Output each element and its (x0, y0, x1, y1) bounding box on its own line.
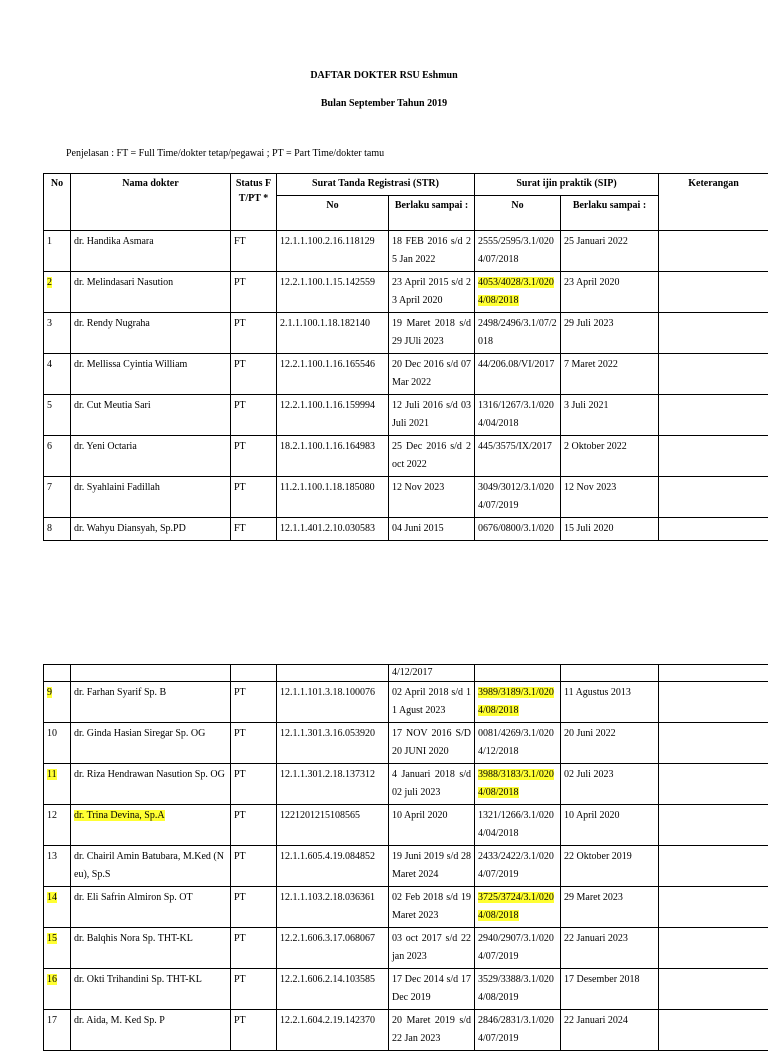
cell-status-text: PT (234, 974, 246, 985)
cell-no-text: 13 (47, 851, 57, 862)
cell-no-text: 14 (47, 892, 57, 903)
cell-sip-berlaku-text: 2 Oktober 2022 (564, 441, 627, 452)
cell-sip-no (475, 477, 561, 518)
table-row (44, 518, 768, 541)
cell-sip-berlaku-text: 02 Juli 2023 (564, 769, 613, 780)
cell-sip-berlaku (561, 969, 659, 1010)
cell-sip-berlaku-text: 29 Juli 2023 (564, 318, 613, 329)
cell-status-text: PT (234, 359, 246, 370)
cell-keterangan (659, 1010, 768, 1051)
cell-str-no-text: 1221201215108565 (280, 810, 360, 821)
cell-sip-berlaku (561, 846, 659, 887)
cell-keterangan (659, 354, 768, 395)
cell-nama-text: dr. Riza Hendrawan Nasution Sp. OG (74, 769, 225, 780)
cell-sip-berlaku (561, 805, 659, 846)
cell-str-berlaku (389, 354, 475, 395)
cell-status-text: PT (234, 441, 246, 452)
cell-str-berlaku (389, 272, 475, 313)
cell-sip-berlaku-text: 20 Juni 2022 (564, 728, 616, 739)
cell-nama-text: dr. Wahyu Diansyah, Sp.PD (74, 523, 186, 534)
doctor-table-page1 (43, 173, 768, 541)
cell-no-text: 11 (47, 769, 57, 780)
cell-keterangan (659, 805, 768, 846)
cell-keterangan (659, 764, 768, 805)
cell-no (44, 764, 71, 805)
cell-no (44, 518, 71, 541)
cell-no (44, 436, 71, 477)
cell-keterangan (659, 313, 768, 354)
cell-sip-no (475, 231, 561, 272)
cell-str-no-text: 12.1.1.103.2.18.036361 (280, 892, 375, 903)
cell-status (231, 682, 277, 723)
cell-sip-berlaku-text: 29 Maret 2023 (564, 892, 623, 903)
cell-nama-text: dr. Farhan Syarif Sp. B (74, 687, 166, 698)
cell-str-no-text: 12.2.1.606.2.14.103585 (280, 974, 375, 985)
cell-str-berlaku-text: 02 Feb 2018 s/d 19 Maret 2023 (392, 892, 471, 921)
cell-sip-no-text: 1321/1266/3.1/020 4/04/2018 (478, 810, 554, 839)
cell-status-text: PT (234, 277, 246, 288)
cell-nama (71, 313, 231, 354)
cell-no (44, 846, 71, 887)
header-nama: Nama dokter (71, 174, 231, 231)
cell-no (44, 313, 71, 354)
cell-str-no (277, 723, 389, 764)
cell-str-berlaku (389, 477, 475, 518)
header-sip-no: No (475, 196, 561, 231)
cell-nama-text: dr. Handika Asmara (74, 236, 154, 247)
cell-sip-berlaku-text: 22 Januari 2023 (564, 933, 628, 944)
cell-sip-no (475, 272, 561, 313)
cell-str-no (277, 477, 389, 518)
header-status: Status FT/PT * (231, 174, 277, 231)
cell-nama-text: dr. Balqhis Nora Sp. THT-KL (74, 933, 193, 944)
cell-str-berlaku-text: 12 Nov 2023 (392, 482, 444, 493)
cell-nama (71, 969, 231, 1010)
cell-str-no (277, 272, 389, 313)
table-row (44, 354, 768, 395)
cell-status-text: PT (234, 687, 246, 698)
cell-str-berlaku-text: 17 Dec 2014 s/d 17 Dec 2019 (392, 974, 471, 1003)
cell-sip-no-text: 2498/2496/3.1/07/2 018 (478, 318, 557, 347)
cell-sip-berlaku (561, 764, 659, 805)
cell-nama (71, 887, 231, 928)
cell-empty (71, 665, 231, 682)
cell-str-berlaku-text: 03 oct 2017 s/d 22 jan 2023 (392, 933, 471, 962)
cell-status-text: PT (234, 482, 246, 493)
cell-status-text: PT (234, 318, 246, 329)
cell-str-no (277, 969, 389, 1010)
cell-str-no (277, 1010, 389, 1051)
cell-sip-berlaku (561, 231, 659, 272)
table-row (44, 764, 768, 805)
cell-sip-berlaku-text: 23 April 2020 (564, 277, 620, 288)
cell-sip-no (475, 354, 561, 395)
cell-sip-no (475, 887, 561, 928)
cell-sip-no (475, 518, 561, 541)
cell-nama-text: dr. Aida, M. Ked Sp. P (74, 1015, 165, 1026)
cell-str-berlaku-text: 18 FEB 2016 s/d 25 Jan 2022 (392, 236, 471, 265)
cell-no-text: 6 (47, 441, 52, 452)
document-subtitle: Bulan September Tahun 2019 (0, 98, 768, 109)
cell-str-berlaku (389, 805, 475, 846)
cell-str-no-text: 12.1.1.100.2.16.118129 (280, 236, 375, 247)
cell-sip-berlaku (561, 887, 659, 928)
table-row (44, 969, 768, 1010)
cell-nama-text: dr. Ginda Hasian Siregar Sp. OG (74, 728, 205, 739)
cell-str-berlaku (389, 846, 475, 887)
cell-nama (71, 1010, 231, 1051)
cell-no-text: 5 (47, 400, 52, 411)
cell-sip-no (475, 928, 561, 969)
cell-no (44, 887, 71, 928)
cell-str-no-text: 12.2.1.604.2.19.142370 (280, 1015, 375, 1026)
table-row (44, 846, 768, 887)
cell-sip-berlaku-text: 12 Nov 2023 (564, 482, 616, 493)
cell-sip-no-text: 2940/2907/3.1/020 4/07/2019 (478, 933, 554, 962)
explanation-note: Penjelasan : FT = Full Time/dokter tetap/pegawai ; PT = Part Time/dokter tamu (66, 148, 384, 159)
cell-no (44, 231, 71, 272)
cell-no-text: 10 (47, 728, 57, 739)
cell-sip-no-text: 2433/2422/3.1/020 4/07/2019 (478, 851, 554, 880)
cell-nama-text: dr. Rendy Nugraha (74, 318, 150, 329)
cell-no-text: 4 (47, 359, 52, 370)
cell-sip-no (475, 764, 561, 805)
cell-str-no (277, 928, 389, 969)
cell-str-berlaku-text: 20 Dec 2016 s/d 07 Mar 2022 (392, 359, 471, 388)
cell-status (231, 805, 277, 846)
cell-sip-no-text: 445/3575/IX/2017 (478, 441, 552, 452)
cell-str-berlaku-text: 25 Dec 2016 s/d 2 oct 2022 (392, 441, 471, 470)
cell-status-text: PT (234, 933, 246, 944)
cell-sip-no (475, 682, 561, 723)
cell-str-berlaku (389, 723, 475, 764)
cell-status (231, 477, 277, 518)
cell-str-no-text: 12.1.1.301.3.16.053920 (280, 728, 375, 739)
cell-str-berlaku-text: 20 Maret 2019 s/d 22 Jan 2023 (392, 1015, 471, 1044)
cell-sip-berlaku-text: 3 Juli 2021 (564, 400, 608, 411)
cell-keterangan (659, 518, 768, 541)
cell-nama (71, 805, 231, 846)
cell-sip-no-text: 0081/4269/3.1/020 4/12/2018 (478, 728, 554, 757)
cell-str-berlaku-text: 19 Maret 2018 s/d 29 JUli 2023 (392, 318, 471, 347)
cell-no (44, 477, 71, 518)
cell-str-berlaku-text: 4 Januari 2018 s/d 02 juli 2023 (392, 769, 471, 798)
cell-sip-berlaku-text: 7 Maret 2022 (564, 359, 618, 370)
cell-str-berlaku-text: 19 Juni 2019 s/d 28 Maret 2024 (392, 851, 471, 880)
cell-nama-text: dr. Mellissa Cyintia William (74, 359, 187, 370)
cell-str-berlaku-text: 23 April 2015 s/d 23 April 2020 (392, 277, 471, 306)
cell-str-berlaku (389, 395, 475, 436)
cell-str-no (277, 354, 389, 395)
cell-no (44, 1010, 71, 1051)
cell-keterangan (659, 723, 768, 764)
cell-sip-no-text: 3989/3189/3.1/020 4/08/2018 (478, 687, 554, 716)
cell-str-berlaku (389, 887, 475, 928)
cell-status (231, 354, 277, 395)
cell-str-no (277, 805, 389, 846)
cell-sip-no-text: 4053/4028/3.1/020 4/08/2018 (478, 277, 554, 306)
cell-sip-berlaku (561, 518, 659, 541)
cell-str-no-text: 12.1.1.301.2.18.137312 (280, 769, 375, 780)
table-row (44, 1010, 768, 1051)
cell-nama-text: dr. Trina Devina, Sp.A (74, 810, 165, 821)
cell-str-berlaku (389, 436, 475, 477)
cell-continued-sip: 4/12/2017 (389, 665, 475, 682)
table-row (44, 395, 768, 436)
cell-no (44, 928, 71, 969)
cell-nama-text: dr. Melindasari Nasution (74, 277, 173, 288)
cell-sip-berlaku (561, 436, 659, 477)
cell-str-berlaku (389, 928, 475, 969)
cell-no (44, 395, 71, 436)
cell-sip-berlaku (561, 682, 659, 723)
cell-no-text: 12 (47, 810, 57, 821)
cell-empty (277, 665, 389, 682)
cell-keterangan (659, 272, 768, 313)
header-sip-berlaku: Berlaku sampai : (561, 196, 659, 231)
cell-sip-berlaku (561, 272, 659, 313)
cell-nama-text: dr. Cut Meutia Sari (74, 400, 151, 411)
cell-sip-no-text: 3529/3388/3.1/020 4/08/2019 (478, 974, 554, 1003)
header-sip: Surat ijin praktik (SIP) (475, 174, 659, 196)
cell-str-berlaku (389, 518, 475, 541)
cell-str-no (277, 395, 389, 436)
cell-sip-berlaku (561, 928, 659, 969)
cell-sip-no (475, 846, 561, 887)
cell-sip-berlaku-text: 17 Desember 2018 (564, 974, 640, 985)
cell-sip-berlaku (561, 313, 659, 354)
cell-status (231, 231, 277, 272)
cell-status-text: FT (234, 523, 246, 534)
cell-sip-berlaku (561, 477, 659, 518)
cell-sip-no (475, 805, 561, 846)
cell-no-text: 2 (47, 277, 52, 288)
table-row (44, 313, 768, 354)
cell-str-no-text: 11.2.1.100.1.18.185080 (280, 482, 375, 493)
cell-nama-text: dr. Chairil Amin Batubara, M.Ked (Neu), Sp.S (74, 851, 224, 880)
cell-sip-no (475, 1010, 561, 1051)
cell-str-berlaku (389, 313, 475, 354)
cell-sip-no (475, 436, 561, 477)
cell-str-no-text: 12.2.1.100.1.16.165546 (280, 359, 375, 370)
cell-keterangan (659, 928, 768, 969)
cell-status-text: PT (234, 892, 246, 903)
cell-status-text: FT (234, 236, 246, 247)
cell-str-no (277, 518, 389, 541)
cell-str-berlaku (389, 1010, 475, 1051)
cell-sip-berlaku-text: 10 April 2020 (564, 810, 620, 821)
cell-no-text: 3 (47, 318, 52, 329)
cell-sip-no (475, 723, 561, 764)
cell-sip-no-text: 2555/2595/3.1/020 4/07/2018 (478, 236, 554, 265)
cell-no-text: 16 (47, 974, 57, 985)
cell-str-berlaku-text: 02 April 2018 s/d 11 Agust 2023 (392, 687, 471, 716)
cell-no-text: 1 (47, 236, 52, 247)
cell-status (231, 395, 277, 436)
cell-str-no-text: 12.2.1.100.1.15.142559 (280, 277, 375, 288)
table-row (44, 805, 768, 846)
table-row (44, 272, 768, 313)
cell-str-berlaku (389, 682, 475, 723)
cell-nama (71, 436, 231, 477)
cell-str-berlaku (389, 231, 475, 272)
cell-str-no-text: 12.1.1.605.4.19.084852 (280, 851, 375, 862)
cell-nama (71, 395, 231, 436)
cell-sip-berlaku-text: 22 Oktober 2019 (564, 851, 632, 862)
header-str-no: No (277, 196, 389, 231)
cell-sip-berlaku-text: 25 Januari 2022 (564, 236, 628, 247)
cell-no (44, 682, 71, 723)
cell-status (231, 436, 277, 477)
cell-status (231, 764, 277, 805)
header-str: Surat Tanda Registrasi (STR) (277, 174, 475, 196)
cell-str-no (277, 682, 389, 723)
cell-sip-berlaku (561, 354, 659, 395)
cell-str-berlaku-text: 17 NOV 2016 S/D 20 JUNI 2020 (392, 728, 471, 757)
cell-status-text: PT (234, 400, 246, 411)
table-row-continued (44, 665, 768, 682)
table-row (44, 231, 768, 272)
cell-sip-no (475, 395, 561, 436)
document-title: DAFTAR DOKTER RSU Eshmun (0, 70, 768, 81)
cell-nama (71, 682, 231, 723)
cell-str-no-text: 12.1.1.401.2.10.030583 (280, 523, 375, 534)
cell-no-text: 9 (47, 687, 52, 698)
cell-sip-berlaku-text: 22 Januari 2024 (564, 1015, 628, 1026)
cell-status (231, 518, 277, 541)
cell-keterangan (659, 846, 768, 887)
cell-nama (71, 231, 231, 272)
cell-str-no (277, 231, 389, 272)
cell-empty (44, 665, 71, 682)
cell-nama (71, 928, 231, 969)
table-row (44, 723, 768, 764)
cell-str-berlaku-text: 04 Juni 2015 (392, 523, 444, 534)
cell-sip-no (475, 313, 561, 354)
cell-str-no-text: 2.1.1.100.1.18.182140 (280, 318, 370, 329)
cell-str-no (277, 764, 389, 805)
cell-keterangan (659, 682, 768, 723)
cell-status (231, 887, 277, 928)
table-row (44, 887, 768, 928)
cell-sip-no-text: 0676/0800/3.1/020 (478, 523, 554, 534)
cell-no-text: 17 (47, 1015, 57, 1026)
cell-nama (71, 846, 231, 887)
cell-nama (71, 354, 231, 395)
cell-no (44, 354, 71, 395)
header-str-berlaku: Berlaku sampai : (389, 196, 475, 231)
cell-no-text: 7 (47, 482, 52, 493)
cell-sip-no-text: 44/206.08/VI/2017 (478, 359, 554, 370)
cell-nama (71, 272, 231, 313)
cell-status-text: PT (234, 728, 246, 739)
cell-status-text: PT (234, 810, 246, 821)
table-row (44, 928, 768, 969)
cell-empty (475, 665, 561, 682)
cell-keterangan (659, 887, 768, 928)
cell-str-no-text: 12.2.1.100.1.16.159994 (280, 400, 375, 411)
cell-no-text: 8 (47, 523, 52, 534)
header-keterangan: Keterangan (659, 174, 768, 231)
cell-no (44, 723, 71, 764)
cell-nama-text: dr. Syahlaini Fadillah (74, 482, 160, 493)
cell-status (231, 969, 277, 1010)
cell-no-text: 15 (47, 933, 57, 944)
cell-str-berlaku (389, 764, 475, 805)
cell-status-text: PT (234, 769, 246, 780)
cell-nama (71, 764, 231, 805)
cell-sip-berlaku-text: 15 Juli 2020 (564, 523, 613, 534)
cell-no (44, 969, 71, 1010)
cell-status (231, 928, 277, 969)
cell-str-no-text: 12.1.1.101.3.18.100076 (280, 687, 375, 698)
cell-keterangan (659, 395, 768, 436)
cell-keterangan (659, 969, 768, 1010)
table-row (44, 477, 768, 518)
cell-status (231, 313, 277, 354)
cell-sip-no (475, 969, 561, 1010)
cell-sip-no-text: 3725/3724/3.1/020 4/08/2018 (478, 892, 554, 921)
cell-str-no-text: 18.2.1.100.1.16.164983 (280, 441, 375, 452)
cell-sip-berlaku-text: 11 Agustus 2013 (564, 687, 631, 698)
cell-nama (71, 477, 231, 518)
cell-str-no (277, 313, 389, 354)
table-row (44, 682, 768, 723)
cell-nama-text: dr. Yeni Octaria (74, 441, 137, 452)
cell-empty (561, 665, 659, 682)
doctor-table-page2 (43, 664, 768, 1051)
cell-str-no (277, 436, 389, 477)
cell-str-berlaku-text: 12 Juli 2016 s/d 03 Juli 2021 (392, 400, 471, 429)
cell-status-text: PT (234, 851, 246, 862)
cell-str-no-text: 12.2.1.606.3.17.068067 (280, 933, 375, 944)
cell-no (44, 805, 71, 846)
cell-empty (231, 665, 277, 682)
cell-sip-berlaku (561, 723, 659, 764)
cell-sip-berlaku (561, 1010, 659, 1051)
cell-str-no (277, 846, 389, 887)
cell-status (231, 846, 277, 887)
cell-str-berlaku-text: 10 April 2020 (392, 810, 448, 821)
table-row (44, 436, 768, 477)
cell-keterangan (659, 231, 768, 272)
cell-sip-no-text: 1316/1267/3.1/020 4/04/2018 (478, 400, 554, 429)
cell-empty (659, 665, 768, 682)
cell-sip-no-text: 3988/3183/3.1/020 4/08/2018 (478, 769, 554, 798)
cell-nama (71, 723, 231, 764)
cell-status (231, 272, 277, 313)
header-no: No (44, 174, 71, 231)
cell-str-berlaku (389, 969, 475, 1010)
cell-keterangan (659, 477, 768, 518)
cell-sip-berlaku (561, 395, 659, 436)
cell-nama (71, 518, 231, 541)
cell-status (231, 723, 277, 764)
cell-nama-text: dr. Okti Trihandini Sp. THT-KL (74, 974, 202, 985)
cell-sip-no-text: 2846/2831/3.1/020 4/07/2019 (478, 1015, 554, 1044)
cell-status-text: PT (234, 1015, 246, 1026)
cell-nama-text: dr. Eli Safrin Almiron Sp. OT (74, 892, 193, 903)
cell-keterangan (659, 436, 768, 477)
cell-sip-no-text: 3049/3012/3.1/020 4/07/2019 (478, 482, 554, 511)
cell-no (44, 272, 71, 313)
cell-status (231, 1010, 277, 1051)
cell-str-no (277, 887, 389, 928)
